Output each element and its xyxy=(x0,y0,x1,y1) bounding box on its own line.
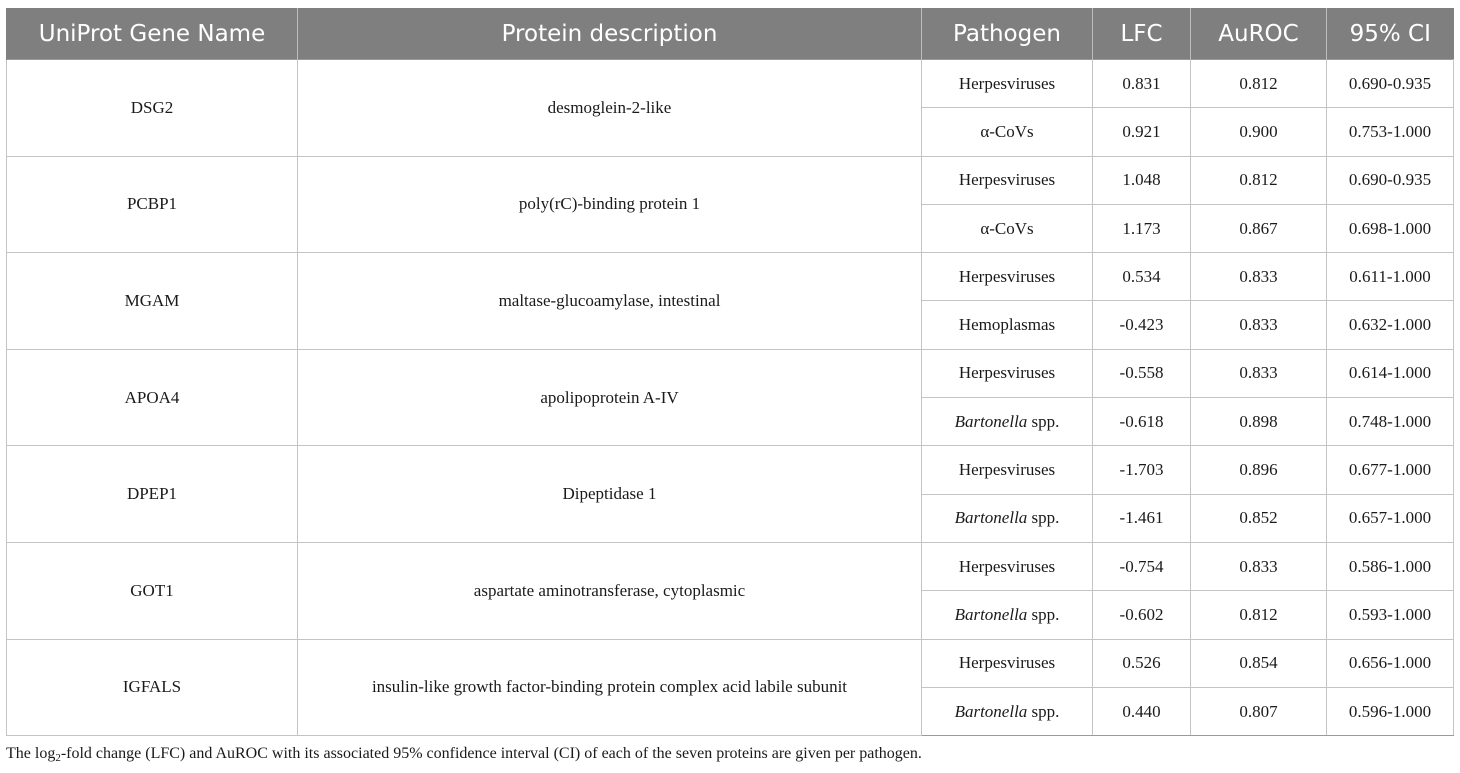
lfc-cell: -0.558 xyxy=(1093,349,1191,397)
ci-cell: 0.698-1.000 xyxy=(1327,204,1454,252)
pathogen-cell xyxy=(922,398,1093,446)
pathogen-name: Hemoplasmas xyxy=(958,315,1056,335)
results-table xyxy=(6,8,1454,736)
pathogen-cell xyxy=(922,349,1093,397)
ci-cell: 0.586-1.000 xyxy=(1327,542,1454,590)
lfc-cell: 0.921 xyxy=(1093,108,1191,156)
protein-description-cell: maltase-glucoamylase, intestinal xyxy=(298,253,922,350)
pathogen-name: Bartonella xyxy=(954,411,1028,431)
auroc-cell: 0.833 xyxy=(1191,253,1327,301)
pathogen-suffix: spp. xyxy=(1027,508,1060,528)
pathogen-cell xyxy=(922,204,1093,252)
auroc-cell: 0.812 xyxy=(1191,60,1327,108)
caption-subscript: 2 xyxy=(55,752,61,764)
pathogen-cell xyxy=(922,591,1093,639)
pathogen-name: Bartonella xyxy=(954,701,1028,721)
pathogen-cell xyxy=(922,108,1093,156)
ci-cell: 0.690-0.935 xyxy=(1327,60,1454,108)
pathogen-name: Herpesviruses xyxy=(958,363,1056,383)
header-protein-description: Protein description xyxy=(298,8,922,60)
caption-text-end: -fold change (LFC) and AuROC with its associated 95% confidence interval (CI) of each of the seven proteins are given per pathogen. xyxy=(60,745,922,762)
header-row xyxy=(7,8,1454,60)
ci-cell: 0.677-1.000 xyxy=(1327,446,1454,494)
gene-name-cell: GOT1 xyxy=(7,542,298,639)
lfc-cell: 1.048 xyxy=(1093,156,1191,204)
ci-cell: 0.614-1.000 xyxy=(1327,349,1454,397)
gene-name-cell: IGFALS xyxy=(7,639,298,736)
pathogen-name: α-CoVs xyxy=(980,218,1034,238)
pathogen-cell xyxy=(922,687,1093,735)
table-body xyxy=(7,60,1454,736)
header-lfc: LFC xyxy=(1093,8,1191,60)
gene-name-cell: DSG2 xyxy=(7,60,298,157)
auroc-cell: 0.812 xyxy=(1191,591,1327,639)
results-table-container xyxy=(6,8,1453,736)
ci-cell: 0.690-0.935 xyxy=(1327,156,1454,204)
auroc-cell: 0.812 xyxy=(1191,156,1327,204)
header-pathogen: Pathogen xyxy=(922,8,1093,60)
auroc-cell: 0.896 xyxy=(1191,446,1327,494)
auroc-cell: 0.854 xyxy=(1191,639,1327,687)
lfc-cell: -0.423 xyxy=(1093,301,1191,349)
protein-description-cell: desmoglein-2-like xyxy=(298,60,922,157)
pathogen-cell xyxy=(922,446,1093,494)
pathogen-name: Bartonella xyxy=(954,508,1028,528)
table-row xyxy=(7,542,1454,590)
auroc-cell: 0.833 xyxy=(1191,301,1327,349)
pathogen-name: α-CoVs xyxy=(980,121,1034,141)
pathogen-suffix: spp. xyxy=(1027,411,1060,431)
ci-cell: 0.657-1.000 xyxy=(1327,494,1454,542)
table-row xyxy=(7,60,1454,108)
auroc-cell: 0.852 xyxy=(1191,494,1327,542)
header-ci: 95% CI xyxy=(1327,8,1454,60)
table-row xyxy=(7,639,1454,687)
table-header xyxy=(7,8,1454,60)
gene-name-cell: APOA4 xyxy=(7,349,298,446)
pathogen-cell xyxy=(922,494,1093,542)
pathogen-suffix: spp. xyxy=(1027,701,1060,721)
ci-cell: 0.753-1.000 xyxy=(1327,108,1454,156)
table-row xyxy=(7,253,1454,301)
ci-cell: 0.748-1.000 xyxy=(1327,398,1454,446)
ci-cell: 0.593-1.000 xyxy=(1327,591,1454,639)
pathogen-cell xyxy=(922,301,1093,349)
protein-description-cell: Dipeptidase 1 xyxy=(298,446,922,543)
pathogen-name: Herpesviruses xyxy=(958,556,1056,576)
pathogen-name: Herpesviruses xyxy=(958,73,1056,93)
gene-name-cell: PCBP1 xyxy=(7,156,298,253)
ci-cell: 0.632-1.000 xyxy=(1327,301,1454,349)
caption-text-start: The log xyxy=(6,745,56,762)
gene-name-cell: DPEP1 xyxy=(7,446,298,543)
lfc-cell: -0.754 xyxy=(1093,542,1191,590)
pathogen-cell xyxy=(922,60,1093,108)
lfc-cell: -1.703 xyxy=(1093,446,1191,494)
pathogen-name: Bartonella xyxy=(954,604,1028,624)
auroc-cell: 0.867 xyxy=(1191,204,1327,252)
table-row xyxy=(7,156,1454,204)
ci-cell: 0.656-1.000 xyxy=(1327,639,1454,687)
pathogen-name: Herpesviruses xyxy=(958,460,1056,480)
table-row xyxy=(7,446,1454,494)
header-auroc: AuROC xyxy=(1191,8,1327,60)
protein-description-cell: apolipoprotein A-IV xyxy=(298,349,922,446)
table-row xyxy=(7,349,1454,397)
auroc-cell: 0.833 xyxy=(1191,349,1327,397)
pathogen-name: Herpesviruses xyxy=(958,653,1056,673)
table-caption xyxy=(6,745,922,763)
auroc-cell: 0.898 xyxy=(1191,398,1327,446)
pathogen-name: Herpesviruses xyxy=(958,266,1056,286)
protein-description-cell: poly(rC)-binding protein 1 xyxy=(298,156,922,253)
header-gene-name: UniProt Gene Name xyxy=(7,8,298,60)
auroc-cell: 0.807 xyxy=(1191,687,1327,735)
pathogen-suffix: spp. xyxy=(1027,604,1060,624)
gene-name-cell: MGAM xyxy=(7,253,298,350)
pathogen-cell xyxy=(922,542,1093,590)
lfc-cell: 0.526 xyxy=(1093,639,1191,687)
pathogen-cell xyxy=(922,253,1093,301)
pathogen-cell xyxy=(922,156,1093,204)
protein-description-cell: insulin-like growth factor-binding protein complex acid labile subunit xyxy=(298,639,922,736)
lfc-cell: -0.618 xyxy=(1093,398,1191,446)
pathogen-cell xyxy=(922,639,1093,687)
auroc-cell: 0.833 xyxy=(1191,542,1327,590)
protein-description-cell: aspartate aminotransferase, cytoplasmic xyxy=(298,542,922,639)
lfc-cell: 0.831 xyxy=(1093,60,1191,108)
lfc-cell: 1.173 xyxy=(1093,204,1191,252)
lfc-cell: -0.602 xyxy=(1093,591,1191,639)
pathogen-name: Herpesviruses xyxy=(958,170,1056,190)
lfc-cell: 0.534 xyxy=(1093,253,1191,301)
lfc-cell: 0.440 xyxy=(1093,687,1191,735)
ci-cell: 0.596-1.000 xyxy=(1327,687,1454,735)
ci-cell: 0.611-1.000 xyxy=(1327,253,1454,301)
auroc-cell: 0.900 xyxy=(1191,108,1327,156)
lfc-cell: -1.461 xyxy=(1093,494,1191,542)
